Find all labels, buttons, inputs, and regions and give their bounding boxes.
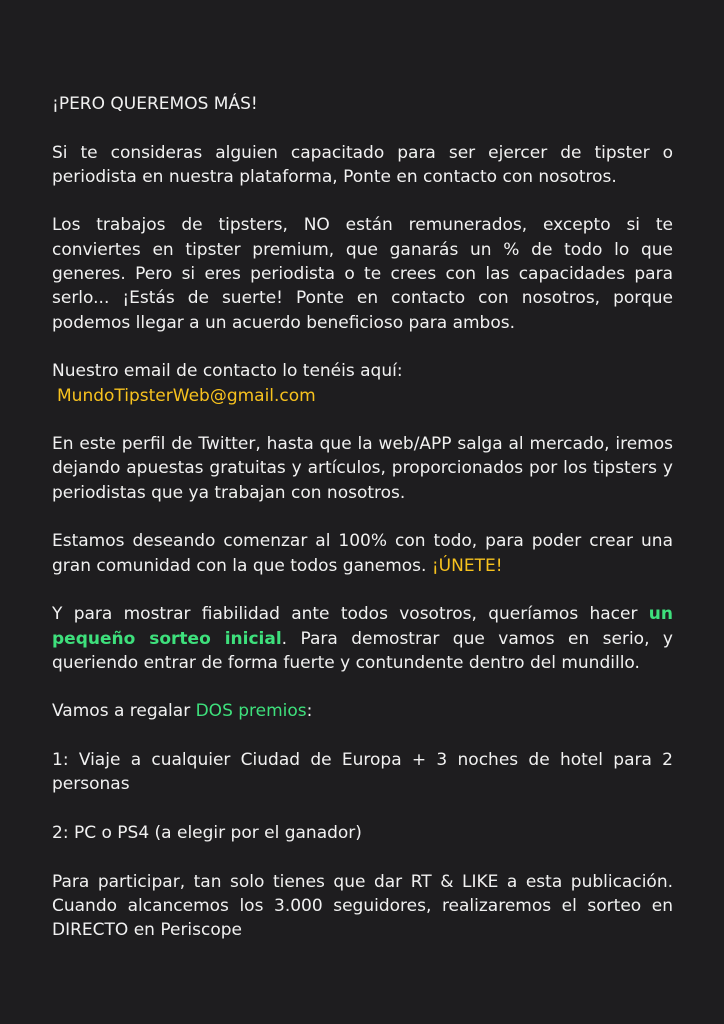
community-text: Estamos deseando comenzar al 100% con todo, para poder crear una gran comunidad con la que todos ganemos. (52, 531, 673, 576)
giveaway-before: Y para mostrar fiabilidad ante todos vosotros, queríamos hacer (52, 604, 638, 625)
paragraph-prizes-intro (52, 699, 673, 723)
prize-2: 2: PC o PS4 (a elegir por el ganador) (52, 822, 362, 843)
prizes-highlight: DOS premios (195, 701, 307, 722)
giveaway-highlight: un pequeño sorteo inicial (52, 604, 674, 649)
prizes-before: Vamos a regalar (52, 701, 191, 722)
contact-text: Nuestro email de contacto lo tenéis aquí: (52, 361, 403, 382)
paragraph-tipster-payment: Los trabajos de tipsters, NO están remunerados, excepto si te conviertes en tipster premium, que ganarás un % de todo lo que generes. Pero si eres periodista o te crees con las capacidades para serlo... ¡Estás de suerte! Ponte en contacto con nosotros, porque podemos llegar a un acuerdo beneficioso para ambos. (52, 215, 673, 333)
document-body (52, 92, 673, 967)
contact-email[interactable]: MundoTipsterWeb@gmail.com (57, 385, 316, 406)
paragraph-participate: Para participar, tan solo tienes que dar RT & LIKE a esta publicación. Cuando alcancemos los 3.000 seguidores, realizaremos el sorteo en DIRECTO en Periscope (52, 871, 673, 941)
paragraph-twitter: En este perfil de Twitter, hasta que la web/APP salga al mercado, iremos dejando apuestas gratuitas y artículos, proporcionados por los tipsters y periodistas que ya trabajan con nosotros. (52, 434, 673, 503)
join-highlight: ¡ÚNETE! (431, 555, 503, 576)
giveaway-after: . Para demostrar que vamos en serio, y queriendo entrar de forma fuerte y contundente dentro del mundillo. (52, 628, 673, 673)
paragraph-community (52, 529, 673, 578)
prizes-after: : (306, 701, 313, 722)
heading: ¡PERO QUEREMOS MÁS! (52, 94, 258, 114)
paragraph-giveaway (52, 602, 673, 675)
paragraph-contact (52, 359, 673, 408)
paragraph-collaborate: Si te consideras alguien capacitado para ser ejercer de tipster o periodista en nuestra plataforma, Ponte en contacto con nosotros. (52, 142, 673, 187)
prize-1: 1: Viaje a cualquier Ciudad de Europa + 3 noches de hotel para 2 personas (52, 750, 673, 795)
